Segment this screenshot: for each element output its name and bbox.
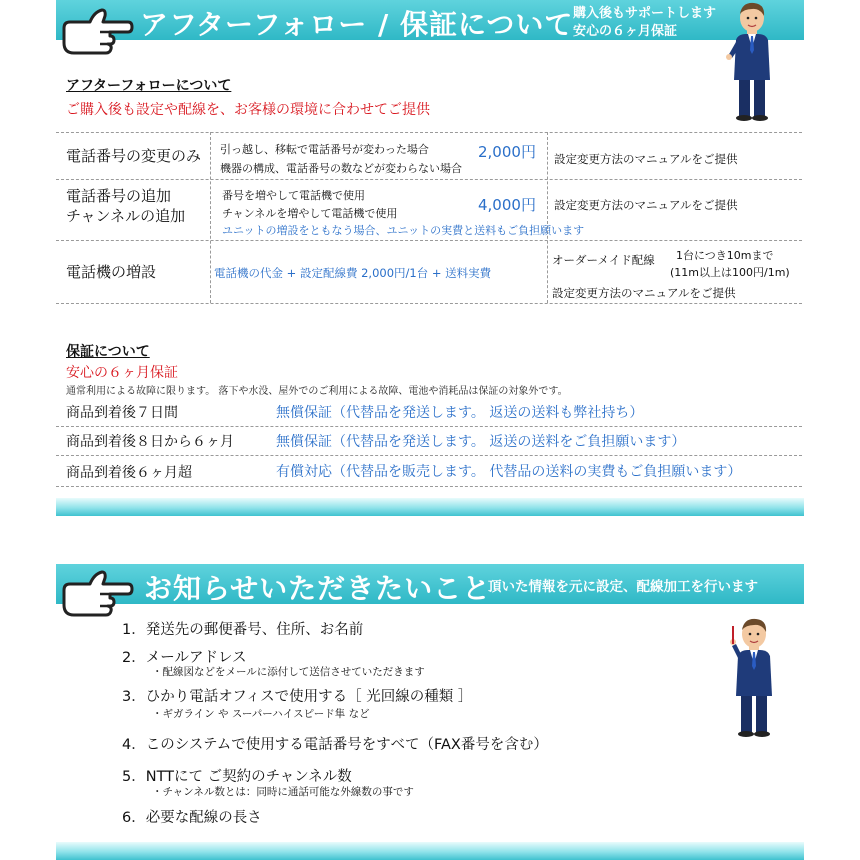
service-desc: チャンネルを増やして電話機で使用 [222, 207, 398, 220]
section2-subtitle: 頂いた情報を元に設定、配線加工を行います [488, 579, 758, 595]
service-desc: 番号を増やして電話機で使用 [222, 189, 365, 202]
service-note: (11m以上は100円/1m) [670, 266, 790, 279]
column-divider [210, 132, 211, 303]
service-note: オーダーメイド配線 [552, 253, 655, 267]
warranty-lead: 安心の６ヶ月保証 [66, 365, 178, 381]
section1-footer-bar [56, 498, 804, 516]
section1-subtitle-1: 購入後もサポートします [573, 6, 717, 21]
aftercare-heading: アフターフォローについて [66, 78, 232, 94]
service-desc: 機器の構成、電話番号の数などが変わらない場合 [220, 162, 462, 175]
section1-subtitle-2: 安心の６ヶ月保証 [573, 24, 678, 39]
row-divider [56, 303, 802, 304]
service-extra-note: ユニットの増設をともなう場合、ユニットの実費と送料もご負担願います [222, 224, 585, 237]
service-desc: 電話機の代金 + 設定配線費 2,000円/1台 + 送料実費 [214, 266, 492, 280]
item-text: ひかり電話オフィスで使用する［ 光回線の種類 ］ [145, 689, 473, 705]
info-item [122, 618, 363, 639]
item-number: 3． [122, 689, 146, 705]
item-subtext: ・配線図などをメールに添付して送信させていただきます [152, 666, 425, 678]
item-text: 必要な配線の長さ [145, 810, 262, 826]
warranty-heading: 保証について [66, 344, 150, 360]
service-desc: 引っ越し、移転で電話番号が変わった場合 [220, 143, 429, 156]
service-label: チャンネルの追加 [66, 207, 186, 225]
service-note: 設定変更方法のマニュアルをご提供 [554, 198, 738, 212]
item-number: 1． [122, 622, 146, 638]
staff-mascot-illustration [724, 0, 780, 124]
item-text: このシステムで使用する電話番号をすべて（FAX番号を含む） [145, 737, 548, 753]
item-text: NTTにて ご契約のチャンネル数 [145, 769, 352, 785]
warranty-note: 通常利用による故障に限ります。 落下や水没、屋外でのご利用による故障、電池や消耗品は保証の対象外です。 [66, 386, 568, 397]
service-label: 電話番号の追加 [66, 187, 172, 205]
item-subtext: ・ギガライン や スーパーハイスピード隼 など [152, 708, 370, 720]
item-number: 4． [122, 737, 146, 753]
row-divider [56, 486, 802, 487]
row-divider [56, 426, 802, 427]
row-divider [56, 132, 802, 133]
service-note: 設定変更方法のマニュアルをご提供 [552, 286, 736, 300]
item-number: 2． [122, 650, 146, 666]
section2-title: お知らせいただきたいこと [144, 572, 492, 605]
section1-title: アフターフォロー / 保証について [140, 8, 574, 41]
service-note: 1台につき10mまで [676, 249, 774, 262]
warranty-terms: 無償保証（代替品を発送します。 返送の送料をご負担願います） [276, 434, 686, 450]
row-divider [56, 240, 802, 241]
warranty-terms: 無償保証（代替品を発送します。 返送の送料も弊社持ち） [276, 405, 644, 421]
info-item [122, 765, 352, 786]
service-label: 電話機の増設 [66, 263, 157, 281]
aftercare-lead: ご購入後も設定や配線を、お客様の環境に合わせてご提供 [66, 102, 430, 118]
item-number: 6． [122, 810, 146, 826]
column-divider [547, 132, 548, 303]
item-text: メールアドレス [145, 650, 247, 666]
warranty-period: 商品到着後８日から６ヶ月 [66, 434, 234, 450]
pointing-hand-icon [60, 564, 134, 620]
service-price: 4,000円 [478, 196, 536, 214]
item-text: 発送先の郵便番号、住所、お名前 [145, 622, 364, 638]
service-label: 電話番号の変更のみ [66, 147, 202, 165]
item-number: 5． [122, 769, 146, 785]
service-note: 設定変更方法のマニュアルをご提供 [554, 152, 738, 166]
info-item [122, 806, 262, 827]
section2-footer-bar [56, 842, 804, 860]
staff-mascot-illustration [724, 616, 780, 740]
row-divider [56, 179, 802, 180]
info-item [122, 733, 548, 754]
warranty-period: 商品到着後６ヶ月超 [66, 465, 192, 481]
warranty-terms: 有償対応（代替品を販売します。 代替品の送料の実費もご負担願います） [276, 464, 742, 480]
row-divider [56, 455, 802, 456]
warranty-period: 商品到着後７日間 [66, 405, 178, 421]
info-item [122, 685, 472, 706]
service-price: 2,000円 [478, 143, 536, 161]
item-subtext: ・チャンネル数とは：同時に通話可能な外線数の事です [152, 786, 414, 798]
pointing-hand-icon [60, 2, 134, 58]
